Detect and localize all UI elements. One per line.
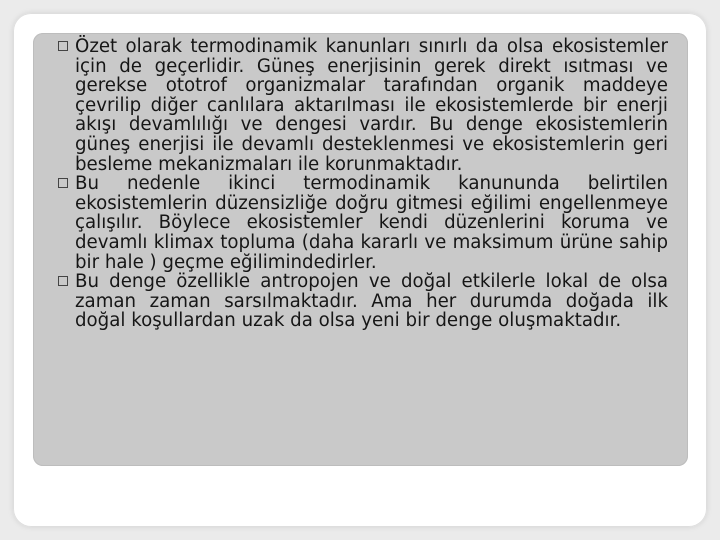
bullet-item-3 <box>58 272 668 331</box>
square-bullet-icon <box>58 276 68 286</box>
bullet-item-1 <box>58 37 668 174</box>
bullet-text: Bu denge özellikle antropojen ve doğal etkilerle lokal de olsa zaman zaman sarsılmaktadır. Ama her durumda doğada ilk doğal koşullardan uzak da olsa yeni bir denge oluşmaktadır. <box>75 271 668 332</box>
bullet-list <box>58 37 668 331</box>
bullet-item-2 <box>58 174 668 272</box>
bullet-text: Bu nedenle ikinci termodinamik kanununda belirtilen ekosistemlerin düzensizliğe doğru gitmesi eğilimi engellenmeye çalışılır. Böylece ekosistemler kendi düzenlerini koruma ve devamlı klimax topluma (daha kararlı ve maksimum ürüne sahip bir hale ) geçme eğilimindedirler. <box>75 173 668 273</box>
square-bullet-icon <box>58 41 68 51</box>
bullet-text: Özet olarak termodinamik kanunları sınırlı da olsa ekosistemler için de geçerlidir. Güneş enerjisinin gerek direkt ısıtması ve gerekse ototrof organizmalar tarafından organik maddeye çevrilip diğer canlılara aktarılması ile ekosistemlerde bir enerji akışı devamlılığı ve dengesi vardır. Bu denge ekosistemlerin güneş enerjisi ile devamlı desteklenmesi ve ekosistemlerin geri besleme mekanizmaları ile korunmaktadır. <box>75 36 668 175</box>
square-bullet-icon <box>58 178 68 188</box>
